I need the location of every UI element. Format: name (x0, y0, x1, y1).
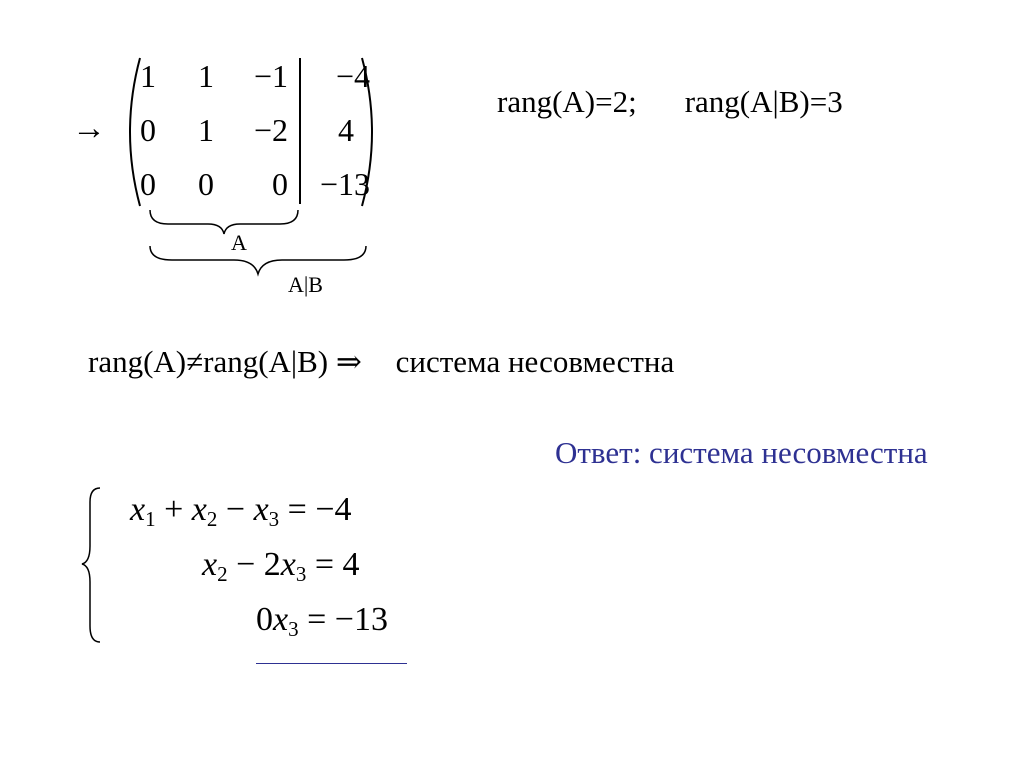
rank-statement (497, 86, 843, 117)
equation-3: $0x_3 = -13$ (256, 601, 388, 641)
conclusion-line (88, 346, 674, 377)
implies-symbol: ⇒ (335, 344, 362, 379)
matrix-cell: 0 (140, 166, 156, 202)
brace-a-label: A (231, 230, 247, 255)
matrix-cell: −1 (253, 58, 288, 94)
matrix-cell: −13 (319, 166, 370, 202)
matrix-cell: 4 (338, 112, 354, 148)
matrix-cell: 0 (198, 166, 214, 202)
brace-ab-label: A|B (288, 272, 323, 297)
matrix-cell: 0 (272, 166, 288, 202)
equation-3-underline (256, 663, 407, 664)
brace-a (150, 210, 298, 234)
rank-inequality: rang(A)≠rang(A|B) (88, 344, 329, 379)
equation-2: $x_2 - 2x_3 = 4$ (202, 546, 360, 586)
matrix-cell: 1 (198, 58, 214, 94)
matrix-cell: −4 (335, 58, 370, 94)
equation-1: $x_1 + x_2 - x_3 = -4$ (130, 491, 352, 531)
rank-ab: rang(A|B)=3 (684, 84, 843, 119)
rank-a: rang(A)=2; (497, 84, 637, 119)
answer-text: Ответ: система несовместна (555, 435, 928, 470)
matrix-cell: −2 (253, 112, 288, 148)
matrix-cell: 0 (140, 112, 156, 148)
conclusion-text: система несовместна (395, 344, 675, 379)
arrow-symbol: → (72, 110, 106, 147)
matrix-cell: 1 (140, 58, 156, 94)
augmented-matrix (118, 52, 388, 297)
system-brace (80, 486, 110, 646)
matrix-cell: 1 (198, 112, 214, 148)
brace-ab (150, 246, 366, 274)
